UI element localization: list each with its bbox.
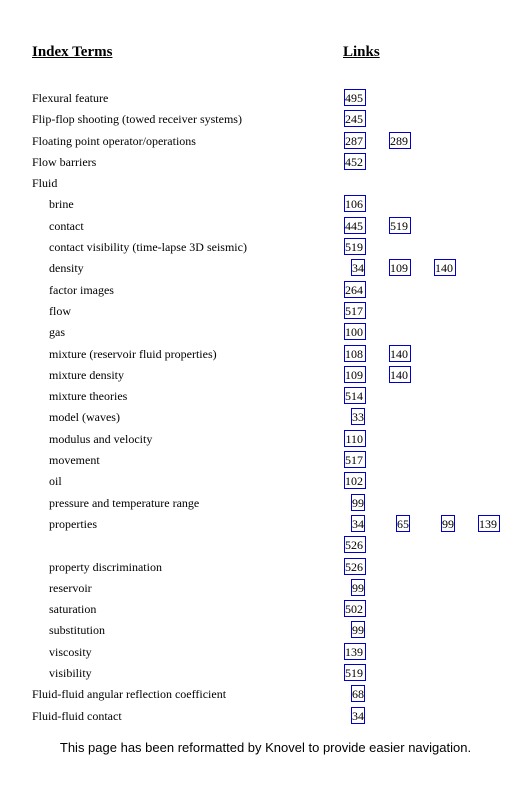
index-subterm: flow bbox=[49, 303, 71, 318]
index-subterm: oil bbox=[49, 474, 62, 489]
page-link[interactable]: 109 bbox=[389, 259, 411, 276]
page-link[interactable]: 139 bbox=[478, 515, 500, 532]
index-terms-header: Index Terms bbox=[32, 44, 113, 60]
index-subterm: model (waves) bbox=[49, 410, 120, 425]
links-header: Links bbox=[343, 44, 380, 60]
index-term: Fluid bbox=[32, 176, 58, 191]
index-subterm: property discrimination bbox=[49, 559, 162, 574]
page-link[interactable]: 502 bbox=[344, 600, 366, 617]
page-link[interactable]: 140 bbox=[389, 345, 411, 362]
page-link[interactable]: 289 bbox=[389, 132, 411, 149]
index-entry bbox=[0, 194, 531, 215]
index-subterm: properties bbox=[49, 516, 97, 531]
index-entry bbox=[0, 173, 531, 194]
index-entry bbox=[0, 131, 531, 152]
index-entry bbox=[0, 493, 531, 514]
page-link[interactable]: 99 bbox=[442, 516, 454, 531]
index-subterm: reservoir bbox=[49, 580, 92, 595]
page-link[interactable]: 99 bbox=[352, 495, 364, 510]
page-link[interactable]: 526 bbox=[344, 536, 366, 553]
index-subterm: gas bbox=[49, 325, 65, 340]
index-entry bbox=[0, 684, 531, 705]
index-entry bbox=[0, 237, 531, 258]
page-link[interactable]: 99 bbox=[352, 580, 364, 595]
page-link[interactable]: 102 bbox=[344, 472, 366, 489]
page-link[interactable]: 100 bbox=[344, 323, 366, 340]
page-link[interactable]: 99 bbox=[352, 623, 364, 638]
index-entry bbox=[0, 407, 531, 428]
index-entry bbox=[0, 109, 531, 130]
page-link[interactable]: 109 bbox=[344, 366, 366, 383]
page-link[interactable]: 106 bbox=[344, 195, 366, 212]
index-entry bbox=[0, 663, 531, 684]
index-entry bbox=[0, 216, 531, 237]
page-link[interactable]: 517 bbox=[344, 302, 366, 319]
page-link[interactable]: 495 bbox=[344, 89, 366, 106]
page-link[interactable]: 264 bbox=[344, 281, 366, 298]
index-term: Fluid-fluid angular reflection coefficient bbox=[32, 687, 227, 702]
index-entry bbox=[0, 280, 531, 301]
index-entry bbox=[0, 557, 531, 578]
page-link[interactable]: 34 bbox=[352, 261, 364, 276]
index-entry bbox=[0, 535, 531, 556]
index-subterm: saturation bbox=[49, 602, 97, 617]
index-subterm: density bbox=[49, 261, 84, 276]
index-entry bbox=[0, 88, 531, 109]
index-entry bbox=[0, 344, 531, 365]
index-subterm: factor images bbox=[49, 282, 114, 297]
index-entry bbox=[0, 301, 531, 322]
index-subterm: contact visibility (time-lapse 3D seismic) bbox=[49, 240, 247, 255]
index-term: Fluid-fluid contact bbox=[32, 708, 122, 723]
index-term: Flip-flop shooting (towed receiver systems) bbox=[32, 112, 242, 127]
page-link[interactable]: 245 bbox=[344, 110, 366, 127]
index-entry bbox=[0, 599, 531, 620]
footer-note: This page has been reformatted by Knovel to provide easier navigation. bbox=[59, 740, 472, 755]
index-subterm: substitution bbox=[49, 623, 106, 638]
index-entry bbox=[0, 578, 531, 599]
index-subterm: movement bbox=[49, 453, 100, 468]
page-link[interactable]: 68 bbox=[352, 687, 364, 702]
index-entry bbox=[0, 642, 531, 663]
index-entry bbox=[0, 620, 531, 641]
index-term: Flexural feature bbox=[32, 91, 109, 105]
page-link[interactable]: 452 bbox=[344, 153, 366, 170]
index-subterm: viscosity bbox=[49, 644, 92, 659]
index-subterm: modulus and velocity bbox=[49, 431, 153, 446]
page-link[interactable]: 110 bbox=[344, 430, 366, 447]
index-subterm: mixture (reservoir fluid properties) bbox=[49, 346, 217, 361]
page-link[interactable]: 526 bbox=[344, 558, 366, 575]
index-entry bbox=[0, 450, 531, 471]
index-entry bbox=[0, 152, 531, 173]
page-link[interactable]: 514 bbox=[344, 387, 366, 404]
page-link[interactable]: 287 bbox=[344, 132, 366, 149]
index-entry bbox=[0, 429, 531, 450]
index-term: Floating point operator/operations bbox=[32, 133, 196, 148]
page-link[interactable]: 65 bbox=[397, 516, 409, 531]
page-link[interactable]: 140 bbox=[389, 366, 411, 383]
index-subterm: brine bbox=[49, 197, 74, 212]
index-entry bbox=[0, 386, 531, 407]
index-entry bbox=[0, 706, 531, 727]
page-link[interactable]: 519 bbox=[344, 664, 366, 681]
index-entry bbox=[0, 258, 531, 279]
index-subterm: mixture theories bbox=[49, 389, 128, 404]
page-link[interactable]: 140 bbox=[434, 259, 456, 276]
index-entry bbox=[0, 365, 531, 386]
page-link[interactable]: 108 bbox=[344, 345, 366, 362]
index-subterm: contact bbox=[49, 218, 84, 233]
page-link[interactable]: 33 bbox=[352, 410, 364, 425]
page-link[interactable]: 519 bbox=[389, 217, 411, 234]
index-term: Flow barriers bbox=[32, 154, 97, 169]
index-entry bbox=[0, 514, 531, 535]
page-link[interactable]: 519 bbox=[344, 238, 366, 255]
index-subterm: visibility bbox=[49, 666, 92, 681]
page-link[interactable]: 139 bbox=[344, 643, 366, 660]
index-subterm: mixture density bbox=[49, 367, 124, 382]
page-link[interactable]: 34 bbox=[352, 708, 364, 723]
index-list bbox=[0, 88, 531, 727]
index-entry bbox=[0, 322, 531, 343]
page-link[interactable]: 445 bbox=[344, 217, 366, 234]
page-link[interactable]: 34 bbox=[352, 516, 364, 531]
page-link[interactable]: 517 bbox=[344, 451, 366, 468]
index-entry bbox=[0, 471, 531, 492]
index-subterm: pressure and temperature range bbox=[49, 495, 200, 510]
